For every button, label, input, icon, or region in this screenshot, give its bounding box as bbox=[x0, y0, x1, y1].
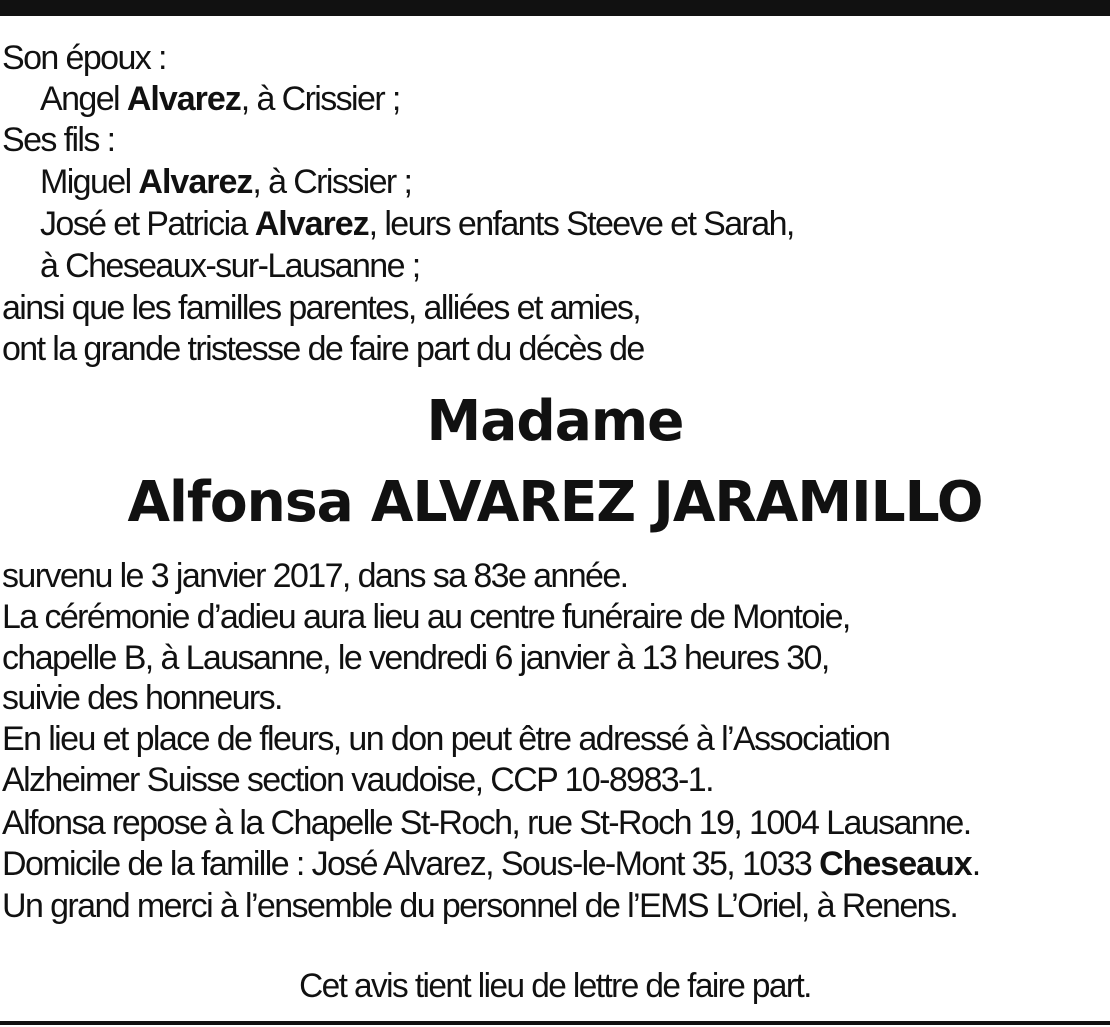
donation-line-2: Alzheimer Suisse section vaudoise, CCP 10-8983-1. bbox=[2, 761, 713, 799]
spouse-place: , à Crissier ; bbox=[240, 80, 400, 118]
ceremony-line-2: chapelle B, à Lausanne, le vendredi 6 janvier à 13 heures 30, bbox=[2, 639, 829, 677]
son1-line bbox=[40, 162, 411, 202]
son2-first-names: José et Patricia bbox=[40, 205, 255, 243]
son1-surname: Alvarez bbox=[138, 163, 253, 201]
honorific-title: Madame bbox=[426, 389, 684, 454]
domicile-end: . bbox=[971, 845, 980, 883]
donation-line-1: En lieu et place de fleurs, un don peut être adressé à l’Association bbox=[2, 720, 890, 758]
son2-place: à Cheseaux-sur-Lausanne ; bbox=[40, 247, 420, 285]
rests-line: Alfonsa repose à la Chapelle St-Roch, rue St-Roch 19, 1004 Lausanne. bbox=[2, 804, 971, 842]
son1-place: , à Crissier ; bbox=[252, 163, 412, 201]
ceremony-line-1: La cérémonie d’adieu aura lieu au centre funéraire de Montoie, bbox=[2, 598, 850, 636]
ceremony-line-3: suivie des honneurs. bbox=[2, 679, 282, 717]
relatives-line: ainsi que les familles parentes, alliées et amies, bbox=[2, 289, 641, 327]
son1-first-name: Miguel bbox=[40, 163, 139, 201]
deceased-name: Alfonsa ALVAREZ JARAMILLO bbox=[127, 470, 983, 535]
thanks-line: Un grand merci à l’ensemble du personnel de l’EMS L’Oriel, à Renens. bbox=[2, 887, 958, 925]
announcement-line: ont la grande tristesse de faire part du décès de bbox=[2, 330, 644, 368]
death-date-line: survenu le 3 janvier 2017, dans sa 83e année. bbox=[2, 557, 628, 595]
son2-rest: , leurs enfants Steeve et Sarah, bbox=[368, 205, 794, 243]
domicile-line bbox=[2, 844, 980, 884]
spouse-surname: Alvarez bbox=[126, 80, 241, 118]
son2-surname: Alvarez bbox=[254, 205, 369, 243]
sons-heading: Ses fils : bbox=[2, 121, 115, 159]
domicile-town: Cheseaux bbox=[819, 845, 972, 883]
spouse-line bbox=[40, 79, 400, 119]
bottom-rule bbox=[0, 1021, 1110, 1025]
spouse-heading: Son époux : bbox=[2, 39, 166, 77]
son2-line bbox=[40, 204, 794, 244]
top-rule bbox=[0, 0, 1110, 16]
closing-note: Cet avis tient lieu de lettre de faire part. bbox=[299, 967, 811, 1005]
spouse-first-name: Angel bbox=[40, 80, 127, 118]
domicile-text: Domicile de la famille : José Alvarez, Sous-le-Mont 35, 1033 bbox=[2, 845, 820, 883]
